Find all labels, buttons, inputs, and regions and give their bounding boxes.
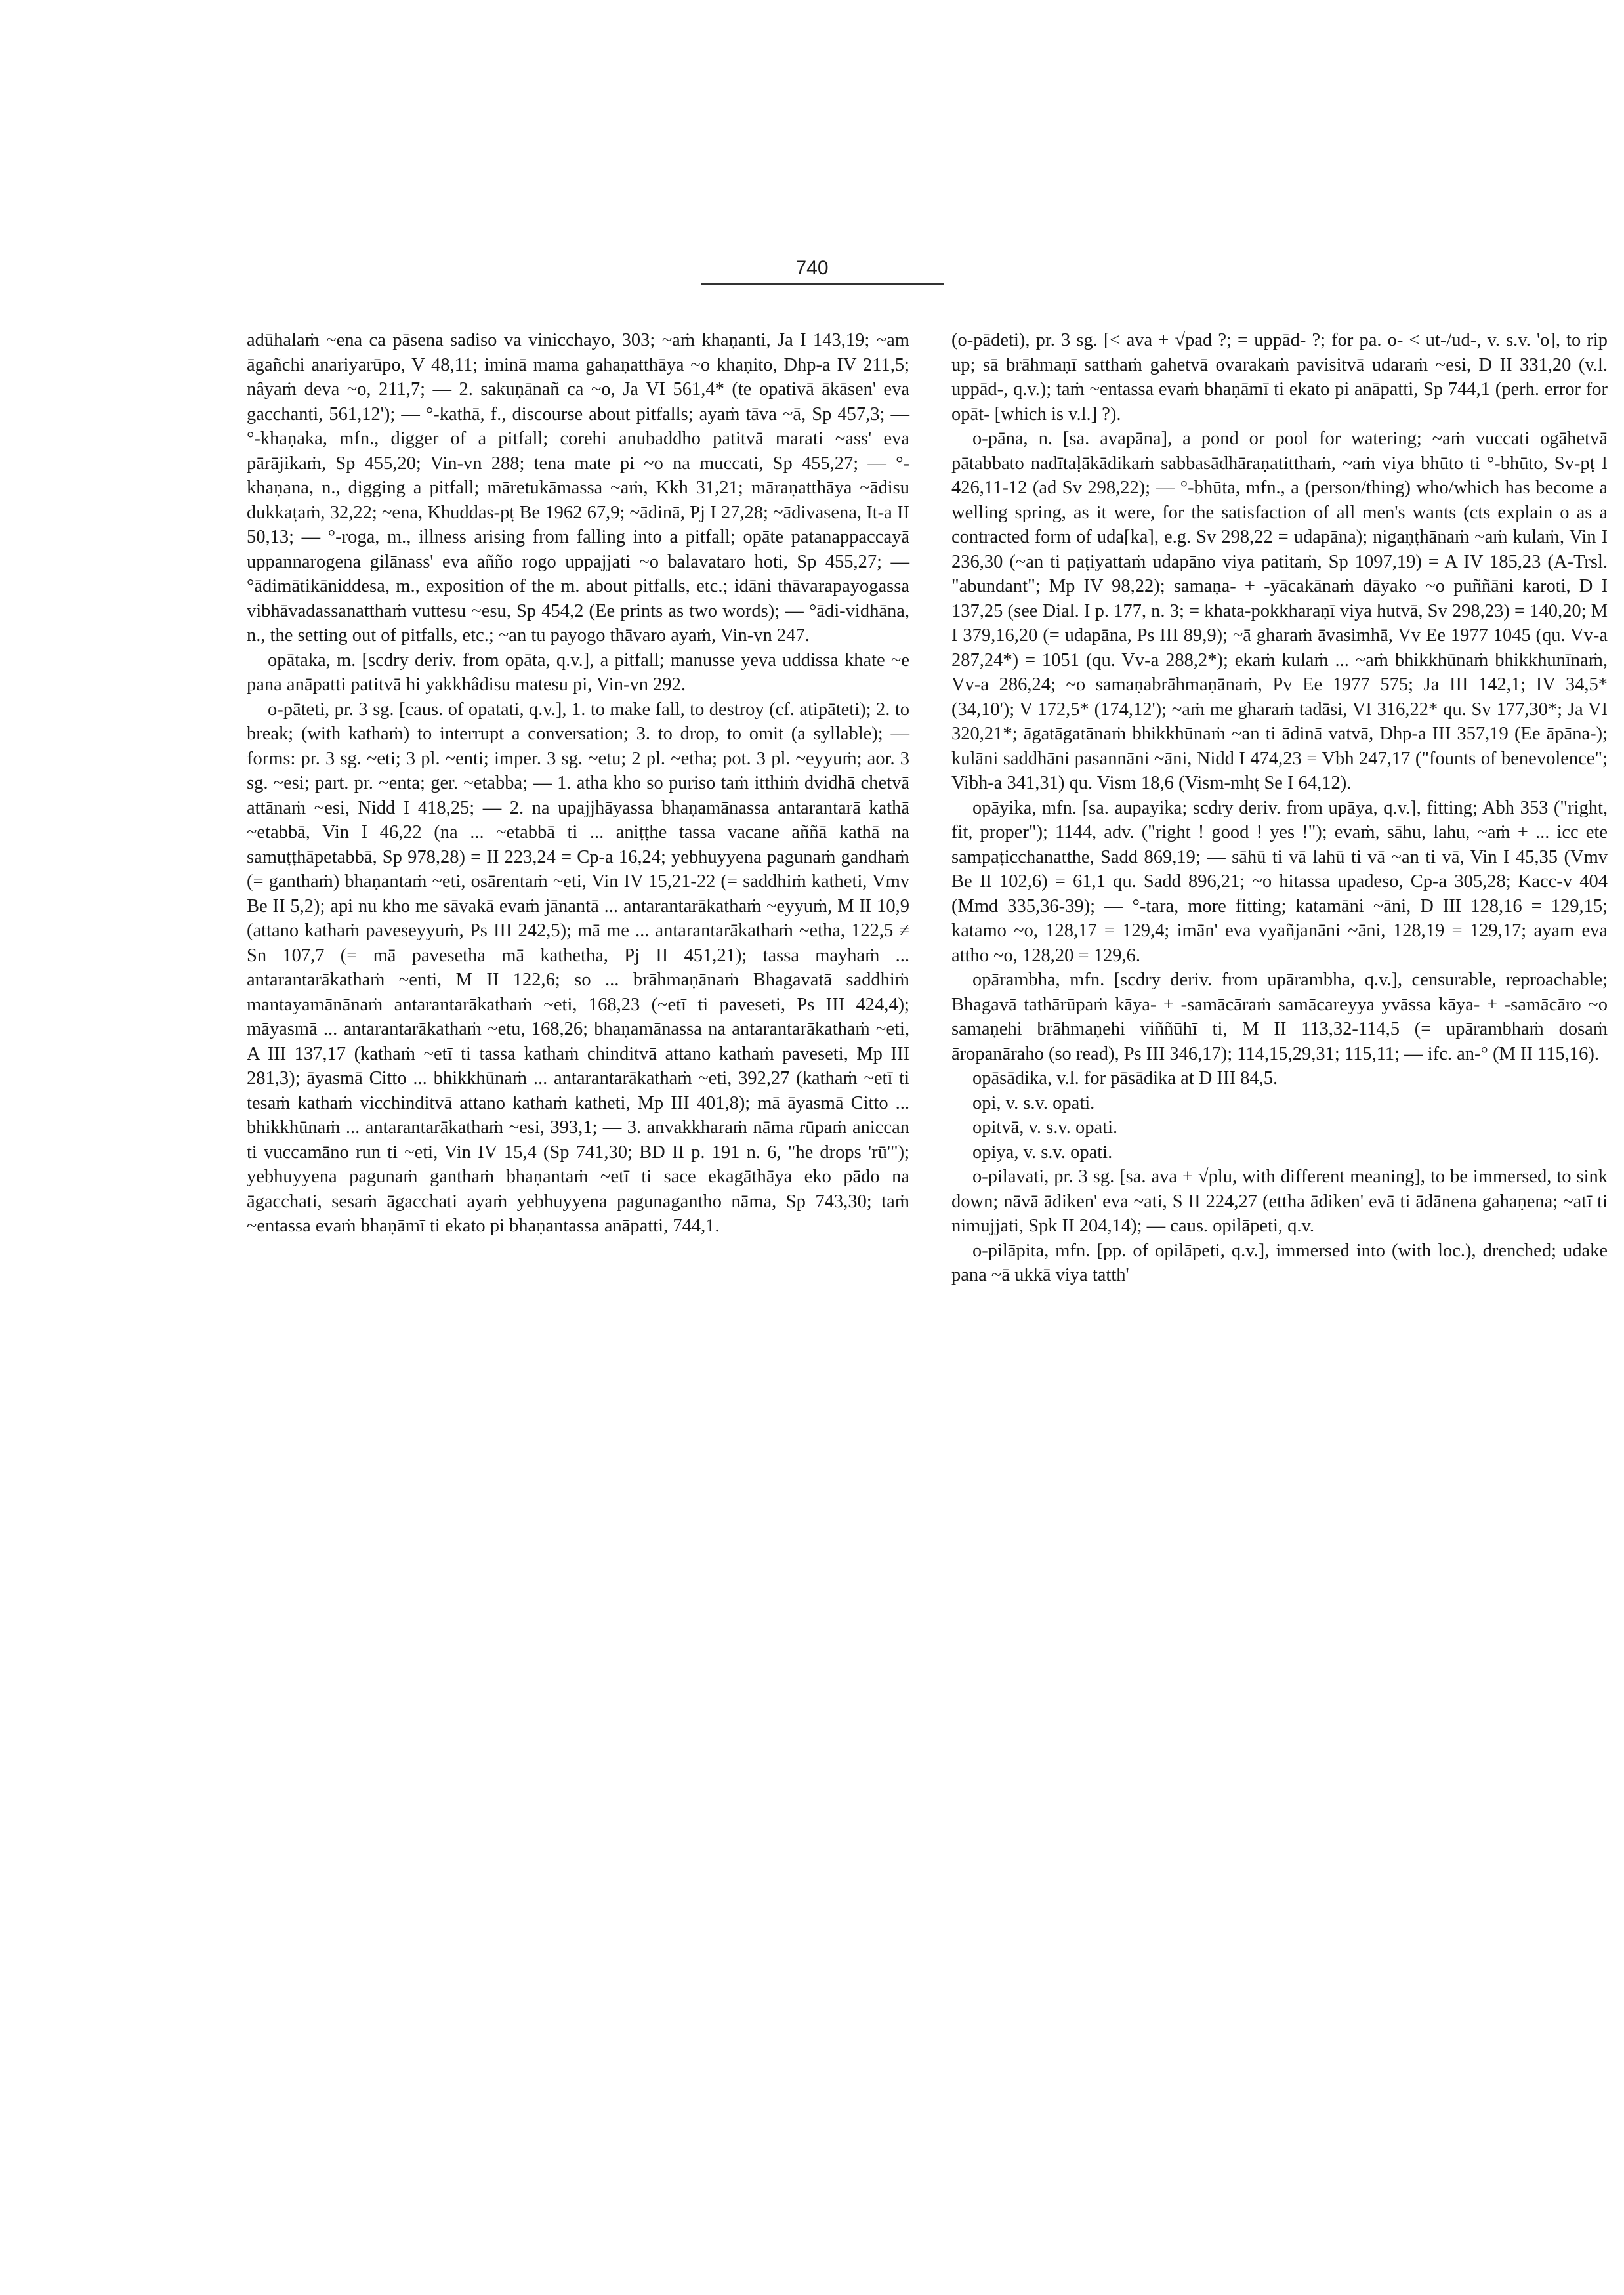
entry-oparambha: opārambha, mfn. [scdry deriv. from upārambha, q.v.], censurable, reproachable; Bhagavā tathārūpaṁ kāya- + -samācāraṁ samācareyya yvāssa kāya- + -samācāro ~o samaṇehi brāhmaṇehi viññūhī ti, M II 113,32-114,5 (= upārambhaṁ dosaṁ āropanāraho (so read), Ps III 346,17); 114,15,29,31; 115,11; — ifc. an-° (M II 115,16). bbox=[951, 970, 1608, 1064]
entry-continuation: adūhalaṁ ~ena ca pāsena sadiso va vinicchayo, 303; ~aṁ khaṇanti, Ja I 143,19; ~am āgañchi anariyarūpo, V 48,11; iminā mama gahaṇatthāya ~o khaṇito, Dhp-a IV 211,5; nâyaṁ deva ~o, 211,7; — 2. sakuṇānañ ca ~o, Ja VI 561,4* (te opativā ākāsen' eva gacchanti, 561,12'); — °-kathā, f., discourse about pitfalls; ayaṁ tāva ~ā, Sp 457,3; — °-khaṇaka, mfn., digger of a pitfall; corehi anubaddho patitvā marati ~ass' eva pārājikaṁ, Sp 455,20; Vin-vn 288; tena mate pi ~o na muccati, Sp 455,27; — °-khaṇana, n., digging a pitfall; māretukāmassa ~aṁ, Kkh 31,21; māraṇatthāya ~ādisu dukkaṭaṁ, 32,22; ~ena, Khuddas-pṭ Be 1962 67,9; ~ādinā, Pj I 27,28; ~ādivasena, It-a II 50,13; — °-roga, m., illness arising from falling into a pitfall; opāte patanappaccayā uppannarogena gilānass' eva añño rogo uppajjati ~o balavataro hoti, Sp 455,27; — °ādimātikāniddesa, m., exposition of the m. about pitfalls, etc.; idāni thāvarapayogassa vibhāvadassanatthaṁ vuttesu ~esu, Sp 454,2 (Ee prints as two words); — °ādi-vidhāna, n., the setting out of pitfalls, etc.; ~an tu payogo thāvaro ayaṁ, Vin-vn 247. bbox=[247, 330, 909, 646]
header-rule bbox=[701, 283, 944, 285]
entry-opi: opi, v. s.v. opati. bbox=[972, 1092, 1095, 1113]
entry-o-pilapita: o-pilāpita, mfn. [pp. of opilāpeti, q.v.], immersed into (with loc.), drenched; udake pana ~ā ukkā viya tatth' bbox=[951, 1240, 1608, 1285]
entry-opataka: opātaka, m. [scdry deriv. from opāta, q.v.], a pitfall; manusse yeva uddissa khate ~e pana anāpatti patitvā hi yakkhâdisu matesu pi, Vin-vn 292. bbox=[247, 650, 909, 695]
entry-opitva: opitvā, v. s.v. opati. bbox=[972, 1117, 1118, 1138]
entry-opayika: opāyika, mfn. [sa. aupayika; scdry deriv. from upāya, q.v.], fitting; Abh 353 ("right, fit, proper"); 1144, adv. ("right ! good ! yes !"); evaṁ, sāhu, lahu, ~aṁ + ... icc ete sampaṭicchanatthe, Sadd 869,19; — sāhū ti vā lahū ti vā ~an ti vā, Vin I 45,35 (Vmv Be II 102,6) = 61,1 qu. Sadd 896,21; ~o hitassa upadeso, Cp-a 305,28; Kacc-v 404 (Mmd 335,36-39); — °-tara, more fitting; katamāni ~āni, D III 128,16 = 129,15; katamo ~o, 128,17 = 129,4; imān' eva vyañjanāni ~āni, 128,19 = 129,17; ayam eva attho ~o, 128,20 = 129,6. bbox=[951, 797, 1608, 966]
entry-opasadika: opāsādika, v.l. for pāsādika at D III 84,5. bbox=[972, 1068, 1278, 1088]
entry-o-pana: o-pāna, n. [sa. avapāna], a pond or pool for watering; ~aṁ vuccati ogāhetvā pātabbato nadītaḷākādikaṁ sabbasādhāraṇatitthaṁ, ~aṁ viya bhūto ti °-bhūto, Sv-pṭ I 426,11-12 (ad Sv 298,22); — °-bhūta, mfn., a (person/thing) who/which has become a welling spring, as it were, for the satisfaction of all men's wants (cts explain o as a contracted form of uda[ka], e.g. Sv 298,22 = udapāna); nigaṇṭhānaṁ ~aṁ kulaṁ, Vin I 236,30 (~an ti paṭiyattaṁ udapāno viya patitaṁ, Sp 1097,19) = A IV 185,23 (A-Trsl. "abundant"; Mp IV 98,22); samaṇa- + -yācakānaṁ dāyako ~o puññāni karoti, D I 137,25 (see Dial. I p. 177, n. 3; = khata-pokkharaṇī viya hutvā, Sv 298,23) = 140,20; M I 379,16,20 (= udapāna, Ps III 89,9); ~ā gharaṁ āvasimhā, Vv Ee 1977 1045 (qu. Vv-a 287,24*) = 1051 (qu. Vv-a 288,2*); ekaṁ kulaṁ ... ~aṁ bhikkhūnaṁ bhikkhunīnaṁ, Vv-a 286,24; ~o samaṇabrāhmaṇānaṁ, Pv Ee 1977 575; Ja III 142,1; IV 34,5* (34,10'); V 172,5* (174,12'); ~aṁ me gharaṁ tadāsi, VI 316,22* qu. Sv 177,30*; Ja VI 320,21*; āgatāgatānaṁ bhikkhūnaṁ ~an ti ādinā vatvā, Dhp-a III 357,19 (Ee āpāna-); kulāni saddhāni pasannāni ~āni, Nidd I 474,23 = Vbh 247,17 ("founts of benevolence"; Vibh-a 341,31) qu. Vism 18,6 (Vism-mhṭ Se I 64,12). bbox=[951, 428, 1608, 793]
entry-o-pateti: o-pāteti, pr. 3 sg. [caus. of opatati, q.v.], 1. to make fall, to destroy (cf. atipāteti); 2. to break; (with kathaṁ) to interrupt a conversation; 3. to drop, to omit (a syllable); —forms: pr. 3 sg. ~eti; 3 pl. ~enti; imper. 3 sg. ~etu; 2 pl. ~etha; pot. 3 pl. ~eyyuṁ; aor. 3 sg. ~esi; part. pr. ~enta; ger. ~etabba; — 1. atha kho so puriso taṁ itthiṁ dvidhā chetvā attānaṁ ~esi, Nidd I 418,25; — 2. na upajjhāyassa bhaṇamānassa antarantarā kathā ~etabbā, Vin I 46,22 (na ... ~etabbā ti ... aniṭṭhe tassa vacane aññā kathā na samuṭṭhāpetabbā, Sp 978,28) = II 223,24 = Cp-a 16,24; yebhuyyena pagunaṁ gandhaṁ (= ganthaṁ) bhaṇantaṁ ~eti, osārentaṁ ~eti, Vin IV 15,21-22 (= saddhiṁ katheti, Vmv Be II 5,2); api nu kho me sāvakā evaṁ jānantā ... antarantarākathaṁ ~eyyuṁ, M II 10,9 (attano kathaṁ paveseyyuṁ, Ps III 242,5); mā me ... antarantarākathaṁ ~etha, 122,5 ≠ Sn 107,7 (= mā pavesetha mā kathetha, Pj II 451,21); tassa mayhaṁ ... antarantarākathaṁ ~enti, M II 122,6; so ... brāhmaṇānaṁ Bhagavatā saddhiṁ mantayamānānaṁ antarantarākathaṁ ~eti, 168,23 (~etī ti paveseti, Ps III 424,4); māyasmā ... antarantarākathaṁ ~etu, 168,26; bhaṇamānassa na antarantarākathaṁ ~eti, A III 137,17 (kathaṁ ~etī ti tassa kathaṁ chinditvā attano kathaṁ paveseti, Mp III 281,3); āyasmā Citto ... bhikkhūnaṁ ... antarantarākathaṁ ~eti, 392,27 (kathaṁ ~etī ti tesaṁ kathaṁ vicchinditvā attano kathaṁ katheti, Mp III 401,8); mā āyasmā Citto ... bhikkhūnaṁ ... antarantarākathaṁ ~esi, 393,1; — 3. anvakkharaṁ nāma rūpaṁ aniccan ti vuccamāno run ti ~eti, Vin IV 15,4 (Sp 741,30; BD II p. 191 n. 6, "he drops 'rū'"); yebhuyyena pagunaṁ ganthaṁ bhaṇantaṁ ~etī ti sace ekagāthāya eko pādo na āgacchati, sesaṁ āgacchati ayaṁ yebhuyyena pagunagantho nāma, Sp 743,30; taṁ ~entassa evaṁ bhaṇāmī ti ekato pi bhaṇantassa anāpatti, 744,1. bbox=[247, 699, 909, 1236]
right-column bbox=[951, 328, 1608, 1288]
entry-o-padeti: (o-pādeti), pr. 3 sg. [< ava + √pad ?; = uppād- ?; for pa. o- < ut-/ud-, v. s.v. 'o], to rip up; sā brāhmaṇī satthaṁ gahetvā ovarakaṁ pavisitvā udaraṁ ~esi, D II 331,20 (v.l. uppād-, q.v.); taṁ ~entassa evaṁ bhaṇāmī ti ekato pi anāpatti, Sp 744,1 (perh. error for opāt- [which is v.l.] ?). bbox=[951, 330, 1608, 424]
entry-opiya: opiya, v. s.v. opati. bbox=[972, 1142, 1113, 1163]
page-number: 740 bbox=[795, 257, 829, 279]
entry-o-pilavati: o-pilavati, pr. 3 sg. [sa. ava + √plu, with different meaning], to be immersed, to sink down; nāvā ādiken' eva ~ati, S II 224,27 (ettha ādiken' evā ti ādānena gahaṇena; ~atī ti nimujjati, Spk II 204,14); — caus. opilāpeti, q.v. bbox=[951, 1167, 1608, 1236]
left-column bbox=[247, 328, 909, 1239]
